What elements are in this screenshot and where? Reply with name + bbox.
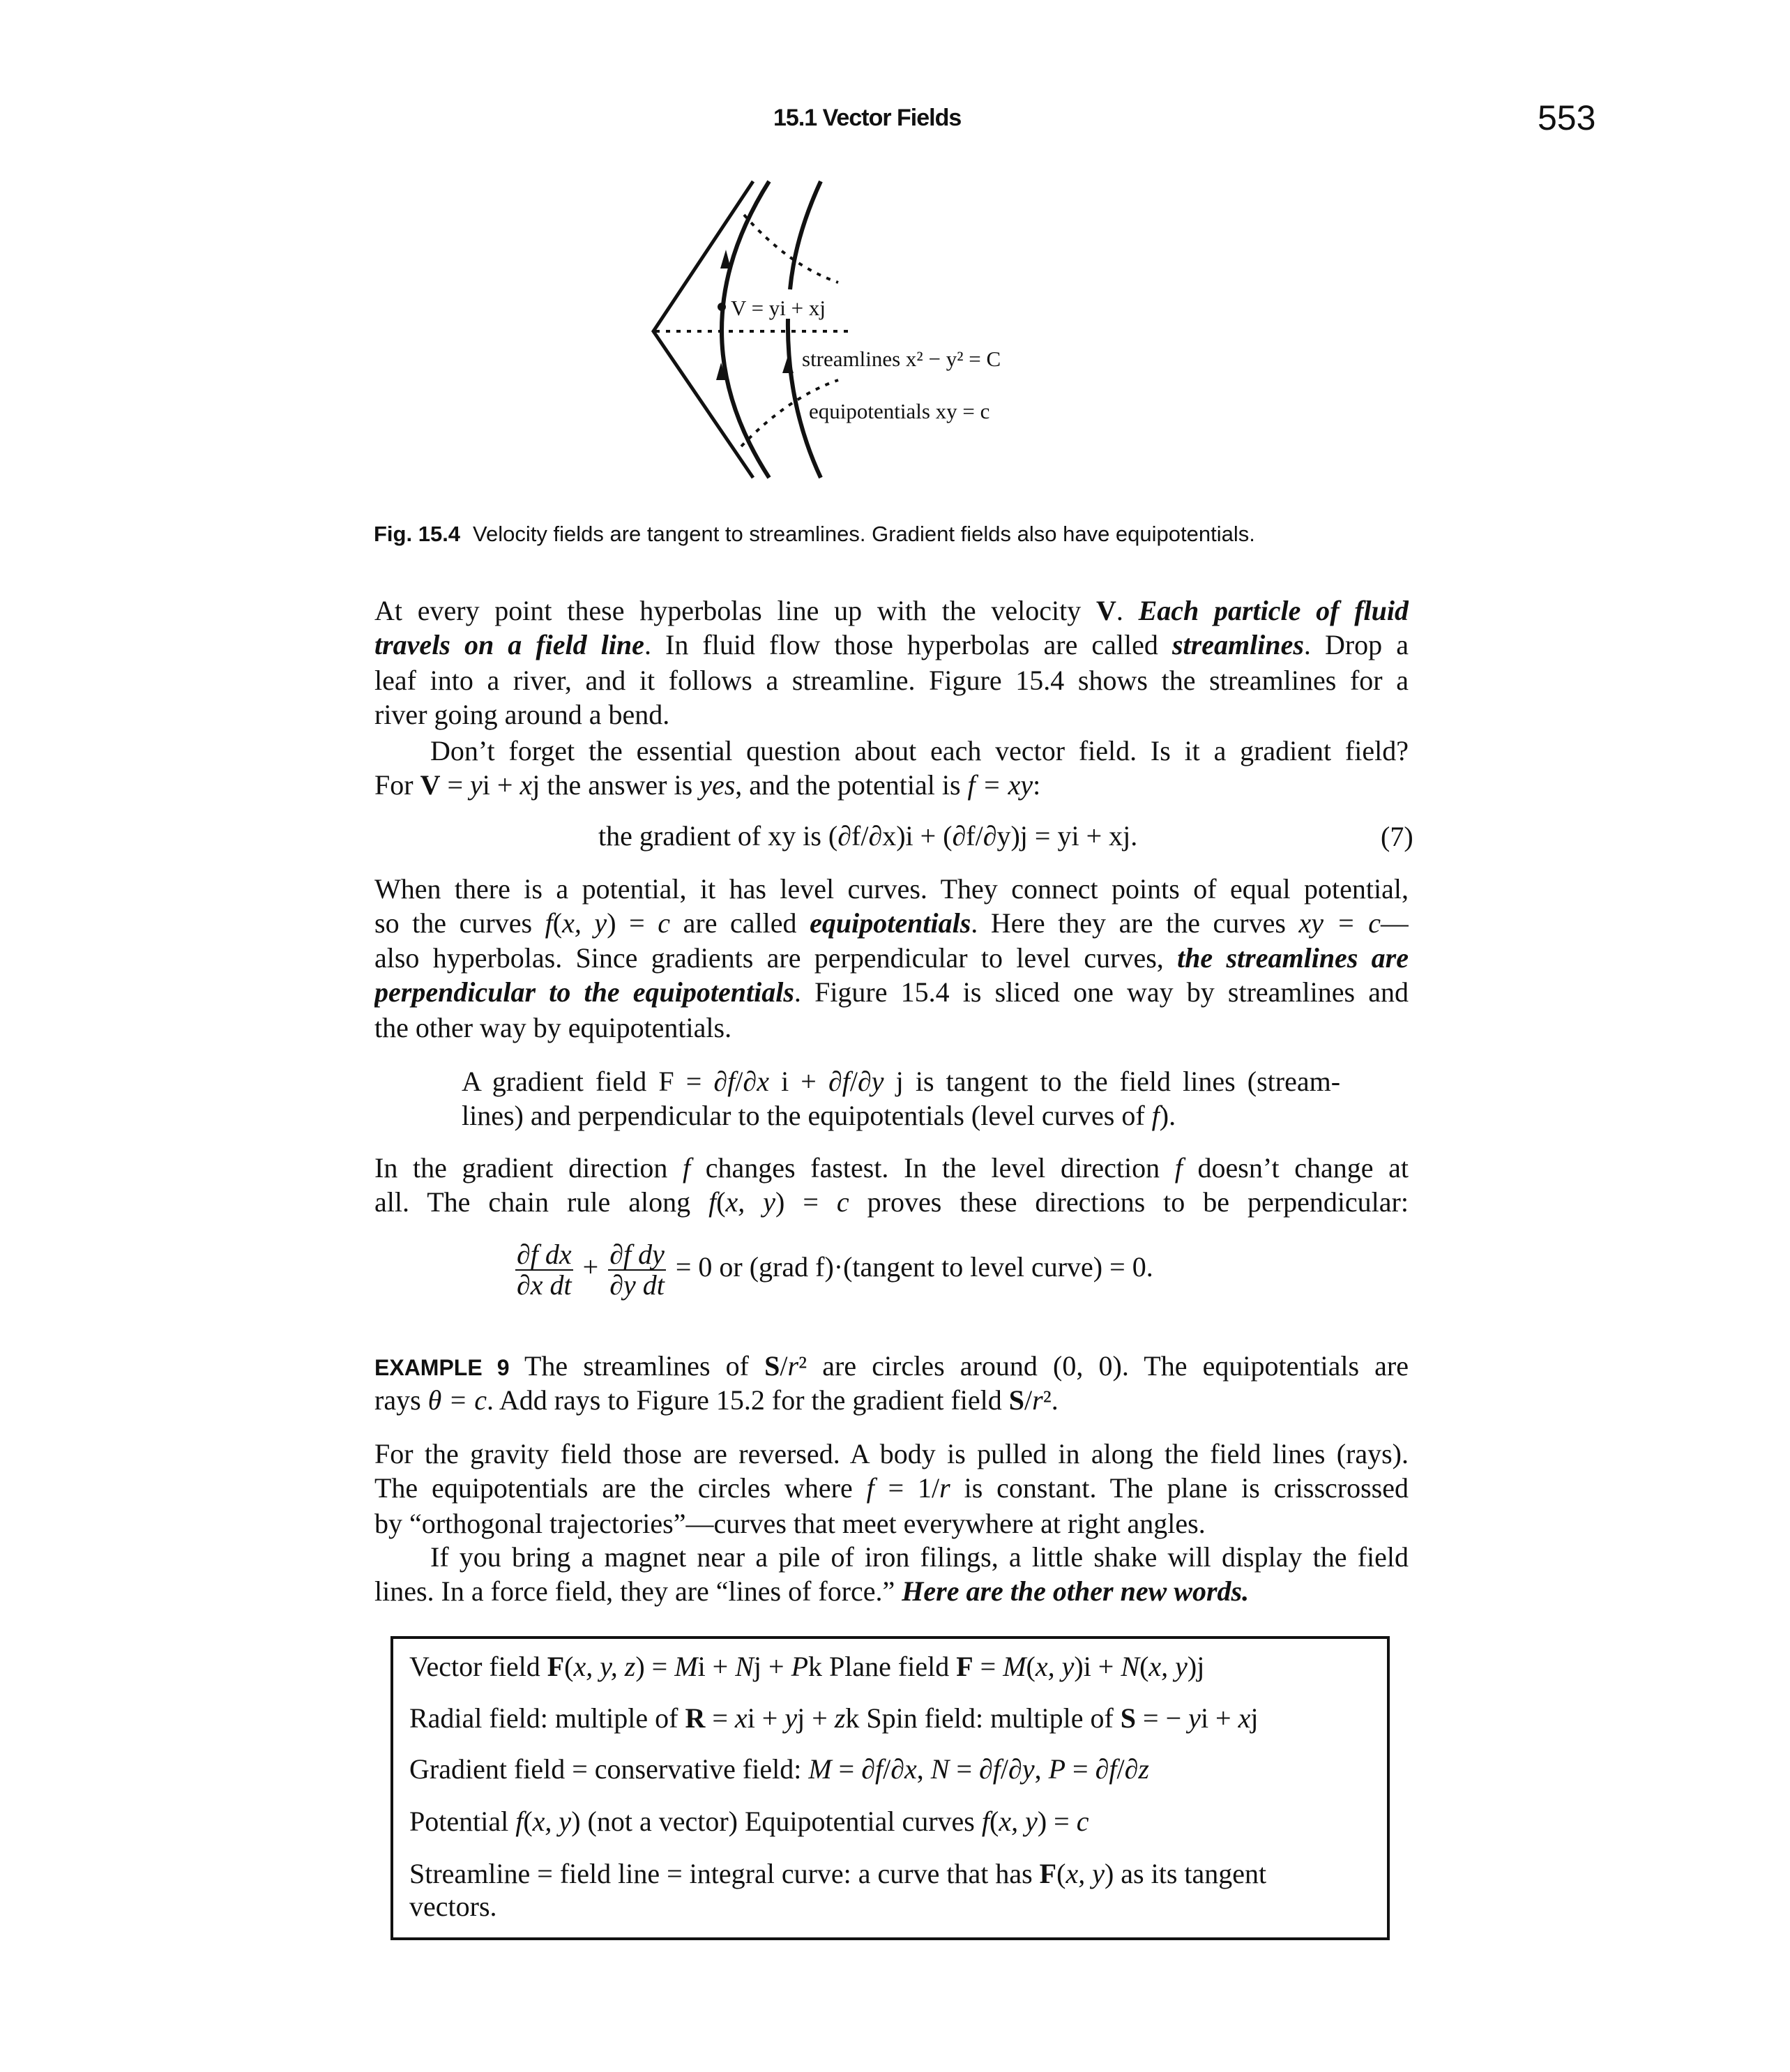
text-run: P xyxy=(1048,1753,1066,1785)
text-run: j + xyxy=(753,1651,791,1682)
text-run: j is tangent to the field lines (stream- xyxy=(883,1066,1340,1097)
text-run: i + xyxy=(1200,1702,1238,1734)
text-run: f xyxy=(727,1066,736,1097)
equipotential-lower xyxy=(741,380,838,446)
text-run: k Spin field: multiple of xyxy=(845,1702,1121,1734)
text-run: perpendicular to the equipotentials xyxy=(374,976,794,1008)
text-run: For the gravity field those are reversed. A body is pulled in along the field lines (rays). xyxy=(374,1438,1409,1469)
text-line xyxy=(374,1438,1409,1470)
text-run: Streamline = field line = integral curve: a curve that has xyxy=(409,1858,1040,1889)
text-run: If you bring a magnet near a pile of iron filings, a little shake will display the field xyxy=(374,1541,1409,1573)
text-run: ( xyxy=(1056,1858,1066,1889)
text-run: k Plane field xyxy=(808,1651,957,1682)
text-run: f xyxy=(842,1066,850,1097)
text-run: Potential xyxy=(409,1806,516,1837)
equation-rest: = 0 or (grad f)·(tangent to level curve) = 0. xyxy=(675,1251,1153,1283)
text-run: P xyxy=(791,1651,809,1682)
text-run: r xyxy=(787,1350,799,1382)
text-run: ( xyxy=(989,1806,999,1837)
text-line xyxy=(374,1384,1409,1416)
text-run: A gradient field F = ∂ xyxy=(462,1066,728,1097)
text-run: ) (not a vector) Equipotential curves xyxy=(571,1806,982,1837)
text-run: x, y xyxy=(725,1186,776,1218)
text-run: ( xyxy=(1139,1651,1149,1682)
equipotential-upper xyxy=(744,215,838,282)
text-run: f xyxy=(1151,1100,1160,1131)
text-run: R xyxy=(685,1702,706,1734)
text-run: doesn’t change at xyxy=(1182,1152,1409,1184)
plus-sign: + xyxy=(582,1251,599,1283)
text-line xyxy=(374,1575,1409,1608)
summary-line xyxy=(409,1650,1204,1683)
text-run: S xyxy=(764,1350,780,1382)
text-run: leaf into a river, and it follows a streamline. Figure 15.4 shows the streamlines for a xyxy=(374,665,1409,696)
point-marker xyxy=(718,303,726,311)
text-run: Here are the other new words. xyxy=(902,1575,1250,1607)
text-run: y xyxy=(871,1066,884,1097)
text-run: so the curves xyxy=(374,907,545,939)
text-run: F xyxy=(956,1651,973,1682)
text-run: x xyxy=(757,1066,769,1097)
text-run: lines) and perpendicular to the equipotentials (level curves of xyxy=(462,1100,1152,1131)
text-run: . Figure 15.4 is sliced one way by streamlines and xyxy=(794,976,1409,1008)
text-run: y xyxy=(784,1702,798,1734)
text-run: river going around a bend. xyxy=(374,699,670,730)
text-run: V xyxy=(420,769,441,801)
text-line xyxy=(374,1350,1409,1382)
text-run: M xyxy=(808,1753,832,1785)
text-run: = − xyxy=(1136,1702,1189,1734)
text-run: f xyxy=(545,907,553,939)
text-run: θ = c xyxy=(427,1384,487,1416)
text-run: travels on a field line xyxy=(374,629,644,660)
text-run: are called xyxy=(670,907,810,939)
text-run: i + xyxy=(697,1651,736,1682)
text-run: — xyxy=(1381,907,1409,939)
text-run: z xyxy=(1138,1753,1149,1785)
text-run: ( xyxy=(552,907,563,939)
text-run: streamlines xyxy=(1171,629,1304,660)
summary-line xyxy=(409,1702,1259,1734)
asymptote xyxy=(653,181,753,478)
text-run: . In fluid flow those hyperbolas are called xyxy=(644,629,1172,660)
text-run: c xyxy=(658,907,671,939)
streamlines-label: streamlines x² − y² = C xyxy=(802,347,1001,371)
text-run: z xyxy=(834,1702,846,1734)
text-run: . xyxy=(1116,595,1139,626)
text-run: yes xyxy=(699,769,736,801)
equipotentials-label: equipotentials xy = c xyxy=(809,399,990,423)
text-line xyxy=(462,1100,1340,1132)
page-number: 553 xyxy=(1538,98,1596,137)
text-run: V xyxy=(1095,595,1116,626)
text-run: = xyxy=(973,1651,1003,1682)
text-run: f xyxy=(1174,1152,1183,1184)
text-run: r xyxy=(1032,1384,1043,1416)
text-run: The equipotentials are the circles where xyxy=(374,1472,867,1504)
text-run: x, y xyxy=(562,907,607,939)
streamline-inner xyxy=(722,181,769,478)
text-run: For xyxy=(374,769,420,801)
chain-rule-equation xyxy=(513,1240,1419,1300)
text-run: Gradient field = conservative field: xyxy=(409,1753,809,1785)
text-line xyxy=(374,1472,1409,1504)
text-line xyxy=(374,769,1409,801)
text-run: N xyxy=(930,1753,950,1785)
text-run: The streamlines of xyxy=(509,1350,765,1382)
text-run: , xyxy=(1034,1753,1049,1785)
numerator: ∂f dx xyxy=(517,1239,572,1270)
text-run: equipotentials xyxy=(810,907,971,939)
text-run: F xyxy=(547,1651,565,1682)
text-run: i + xyxy=(482,769,520,801)
text-run: lines. In a force field, they are “lines of force.” xyxy=(374,1575,902,1607)
text-run: the streamlines are xyxy=(1177,942,1409,974)
text-run: vectors. xyxy=(409,1891,497,1922)
summary-line xyxy=(409,1753,1149,1785)
text-run: f xyxy=(515,1806,524,1837)
text-run: c xyxy=(1076,1806,1089,1837)
text-run: is constant. The plane is crisscrossed xyxy=(950,1472,1409,1504)
text-run: y xyxy=(1022,1753,1035,1785)
text-run: N xyxy=(1121,1651,1140,1682)
text-run: the other way by equipotentials. xyxy=(374,1012,732,1043)
text-run: x xyxy=(904,1753,917,1785)
text-run: = 1/ xyxy=(874,1472,940,1504)
text-run: ² are circles around (0, 0). The equipotentials are xyxy=(798,1350,1409,1382)
text-run: M xyxy=(1003,1651,1026,1682)
text-run: = xyxy=(705,1702,735,1734)
text-run: ) as its tangent xyxy=(1104,1858,1267,1889)
text-run: f xyxy=(683,1152,691,1184)
arrow-icon xyxy=(716,363,727,380)
text-run: /∂ xyxy=(883,1753,905,1785)
text-run: N xyxy=(735,1651,754,1682)
text-run: . Here they are the curves xyxy=(971,907,1299,939)
text-run: f xyxy=(708,1186,717,1218)
velocity-label: V = yi + xj xyxy=(731,296,826,320)
text-run: Radial field: multiple of xyxy=(409,1702,685,1734)
text-run: EXAMPLE 9 xyxy=(374,1355,510,1380)
text-run: y xyxy=(470,769,483,801)
text-run: f xyxy=(981,1806,989,1837)
text-run: / xyxy=(1024,1384,1033,1416)
text-run: x, y xyxy=(1035,1651,1075,1682)
text-run: M xyxy=(674,1651,698,1682)
text-run: x, y xyxy=(1065,1858,1105,1889)
text-run: j xyxy=(1250,1702,1259,1734)
text-run: : xyxy=(1033,769,1041,801)
text-run: all. The chain rule along xyxy=(374,1186,709,1218)
text-line xyxy=(374,699,1409,731)
text-run: ) = xyxy=(775,1186,837,1218)
text-run: x xyxy=(1238,1702,1251,1734)
text-line xyxy=(374,942,1409,974)
text-line xyxy=(374,1541,1409,1573)
text-run: x, y xyxy=(1148,1651,1188,1682)
text-run: x xyxy=(734,1702,748,1734)
arrow-icon xyxy=(720,250,731,269)
text-run: x xyxy=(519,769,533,801)
denominator: ∂x dt xyxy=(517,1269,572,1301)
text-run: /∂ xyxy=(1116,1753,1139,1785)
numerator: ∂f dy xyxy=(609,1239,665,1270)
text-run: c xyxy=(836,1186,849,1218)
text-run: When there is a potential, it has level curves. They connect points of equal potential, xyxy=(374,873,1409,905)
text-run: Don’t forget the essential question about each vector field. Is it a gradient field? xyxy=(374,735,1409,766)
text-line xyxy=(374,1186,1409,1218)
text-run: xy = c xyxy=(1298,907,1381,939)
caption-text: Velocity fields are tangent to streamlines. Gradient fields also have equipotentials. xyxy=(473,522,1255,546)
text-run: / xyxy=(780,1350,788,1382)
summary-line xyxy=(409,1857,1266,1890)
text-line xyxy=(374,629,1409,661)
fraction xyxy=(608,1240,666,1300)
text-run: )j xyxy=(1187,1651,1205,1682)
text-run: f xyxy=(875,1753,883,1785)
text-run: ( xyxy=(716,1186,726,1218)
text-run: r xyxy=(939,1472,950,1504)
text-run: f xyxy=(866,1472,874,1504)
text-run: = ∂ xyxy=(949,1753,993,1785)
text-line xyxy=(374,1012,1409,1044)
equation-number: (7) xyxy=(1381,821,1413,852)
section-header: 15.1 Vector Fields xyxy=(773,105,962,131)
text-run: Vector field xyxy=(409,1651,547,1682)
text-run: ) = xyxy=(607,907,658,939)
text-line xyxy=(374,1152,1409,1184)
text-run: j the answer is xyxy=(532,769,700,801)
text-run: ). xyxy=(1159,1100,1176,1131)
denominator: ∂y dt xyxy=(609,1269,665,1301)
text-run: i + ∂ xyxy=(768,1066,842,1097)
text-line xyxy=(374,976,1409,1008)
text-line xyxy=(374,595,1409,627)
summary-line xyxy=(409,1890,497,1923)
caption-label: Fig. 15.4 xyxy=(374,522,461,546)
text-run: = xyxy=(440,769,471,801)
streamline-outer-bottom xyxy=(788,319,821,478)
text-line xyxy=(374,873,1409,905)
text-run: f xyxy=(1109,1753,1117,1785)
text-line xyxy=(374,735,1409,767)
text-run: At every point these hyperbolas line up with the velocity xyxy=(374,595,1096,626)
streamline-outer-top xyxy=(790,181,821,289)
text-run: ². xyxy=(1042,1384,1059,1416)
text-run: In the gradient direction xyxy=(374,1152,683,1184)
text-run: x, y xyxy=(532,1806,572,1837)
text-run: S xyxy=(1008,1384,1025,1416)
text-run: S xyxy=(1120,1702,1137,1734)
text-run: , and the potential is xyxy=(735,769,968,801)
text-run: F xyxy=(1039,1858,1057,1889)
text-line xyxy=(374,665,1409,697)
text-run: by “orthogonal trajectories”—curves that meet everywhere at right angles. xyxy=(374,1508,1206,1539)
text-run: ( xyxy=(564,1651,574,1682)
figure-caption xyxy=(374,522,1255,547)
text-line xyxy=(462,1066,1340,1098)
text-line xyxy=(374,907,1409,939)
text-run: j + xyxy=(797,1702,835,1734)
text-run: f xyxy=(992,1753,1001,1785)
arrow-icon xyxy=(782,356,794,373)
text-run: /∂ xyxy=(849,1066,872,1097)
text-run: proves these directions to be perpendicular: xyxy=(849,1186,1409,1218)
text-run: /∂ xyxy=(1000,1753,1022,1785)
text-run: )i + xyxy=(1074,1651,1121,1682)
text-run: rays xyxy=(374,1384,428,1416)
fraction xyxy=(515,1240,573,1300)
text-run: ) = xyxy=(1037,1806,1077,1837)
text-run: /∂ xyxy=(735,1066,757,1097)
text-run: . Drop a xyxy=(1303,629,1409,660)
text-run: x, y xyxy=(999,1806,1038,1837)
text-run: Each particle of fluid xyxy=(1138,595,1409,626)
text-run: ( xyxy=(523,1806,533,1837)
text-run: ) = xyxy=(635,1651,675,1682)
equation-7: the gradient of xy is (∂f/∂x)i + (∂f/∂y)j = yi + xj. xyxy=(598,820,1138,852)
text-run: ( xyxy=(1026,1651,1036,1682)
text-run: x, y, z xyxy=(573,1651,636,1682)
text-run: f = xy xyxy=(967,769,1033,801)
text-run: also hyperbolas. Since gradients are perpendicular to level curves, xyxy=(374,942,1178,974)
text-line xyxy=(374,1508,1409,1540)
text-run: = ∂ xyxy=(1065,1753,1109,1785)
text-run: i + xyxy=(747,1702,785,1734)
summary-line xyxy=(409,1805,1089,1838)
text-run: y xyxy=(1188,1702,1201,1734)
text-run: changes fastest. In the level direction xyxy=(690,1152,1175,1184)
text-run: = ∂ xyxy=(831,1753,875,1785)
text-run: , xyxy=(916,1753,931,1785)
text-run: . Add rays to Figure 15.2 for the gradient field xyxy=(487,1384,1009,1416)
